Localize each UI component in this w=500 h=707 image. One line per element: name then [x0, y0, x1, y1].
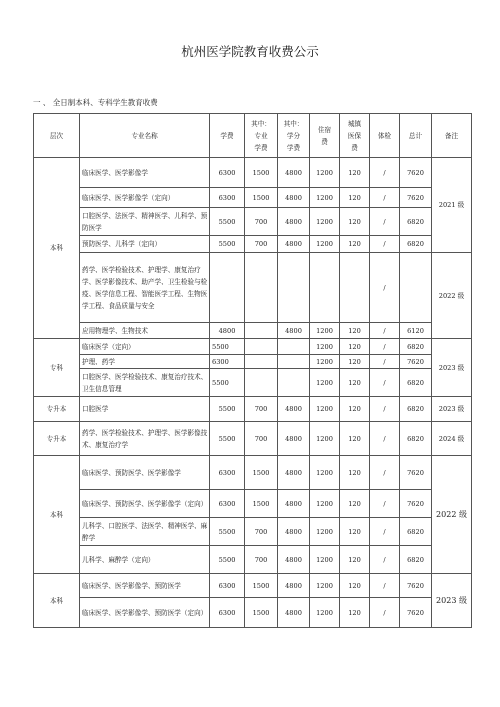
credit-fee-cell: 4800: [278, 422, 310, 456]
insurance-cell: 120: [340, 158, 370, 188]
header-credit-fee-line2: 学分: [286, 131, 301, 140]
credit-fee-cell: 4800: [278, 208, 310, 236]
section-heading: 一 、 全日制本科、专科学生教育收费: [33, 98, 158, 107]
table-row: [34, 422, 472, 456]
major-fee-cell: 700: [245, 518, 278, 546]
physical-cell: /: [370, 490, 400, 518]
tuition-cell: 5500: [210, 339, 245, 355]
major-cell: 应用物理学、生物技术: [80, 323, 210, 339]
credit-fee-cell: 4800: [278, 518, 310, 546]
table-row: [34, 456, 472, 490]
physical-cell: /: [370, 208, 400, 236]
tuition-cell: 4800: [210, 323, 245, 339]
physical-cell: /: [370, 188, 400, 208]
credit-fee-cell: [278, 355, 310, 369]
major-fee-cell: [245, 339, 278, 355]
insurance-cell: 120: [340, 355, 370, 369]
page-title: 杭州医学院教育收费公示: [181, 44, 319, 59]
header-insurance-line1: 城镇: [347, 119, 362, 128]
major-fee-cell: 700: [245, 236, 278, 253]
header-insurance-line3: 费: [351, 143, 358, 152]
physical-cell: /: [370, 253, 400, 323]
major-fee-cell: 1500: [245, 574, 278, 598]
dorm-cell: 1200: [310, 490, 340, 518]
header-dorm-line2: 费: [321, 137, 328, 146]
header-row: [34, 114, 472, 158]
dorm-cell: 1200: [310, 518, 340, 546]
physical-cell: /: [370, 574, 400, 598]
insurance-cell: 120: [340, 518, 370, 546]
major-cell: 临床医学、医学影像学、预防医学（定向）: [80, 598, 210, 628]
insurance-cell: 120: [340, 397, 370, 422]
major-fee-cell: [245, 355, 278, 369]
major-fee-cell: 700: [245, 397, 278, 422]
major-fee-cell: 700: [245, 546, 278, 574]
major-fee-cell: 1500: [245, 490, 278, 518]
tuition-cell: [210, 253, 245, 323]
table-row: [34, 598, 472, 628]
total-cell: 6820: [400, 208, 432, 236]
header-credit-fee: [278, 114, 310, 158]
tuition-cell: 6300: [210, 490, 245, 518]
header-credit-fee-line1: 其中：: [283, 119, 304, 128]
total-cell: 7620: [400, 355, 432, 369]
major-cell: 临床医学、预防医学、医学影像学: [80, 456, 210, 490]
dorm-cell: 1200: [310, 188, 340, 208]
physical-cell: /: [370, 158, 400, 188]
dorm-cell: 1200: [310, 208, 340, 236]
tuition-cell: 6300: [210, 574, 245, 598]
total-cell: 6820: [400, 339, 432, 355]
physical-cell: /: [370, 397, 400, 422]
major-cell: 儿科学、麻醉学（定向）: [80, 546, 210, 574]
total-cell: 7620: [400, 188, 432, 208]
physical-cell: /: [370, 456, 400, 490]
header-insurance: [340, 114, 370, 158]
insurance-cell: 120: [340, 490, 370, 518]
dorm-cell: [310, 253, 340, 323]
table-row: [34, 208, 472, 236]
table-row: [34, 355, 472, 369]
credit-fee-cell: 4800: [278, 574, 310, 598]
table-row: [34, 323, 472, 339]
level-cell: 专升本: [34, 422, 80, 456]
header-credit-fee-line3: 学费: [286, 143, 301, 152]
dorm-cell: 1200: [310, 546, 340, 574]
tuition-cell: 6300: [210, 598, 245, 628]
total-cell: 7620: [400, 490, 432, 518]
physical-cell: /: [370, 518, 400, 546]
tuition-cell: 5500: [210, 518, 245, 546]
dorm-cell: 1200: [310, 422, 340, 456]
level-cell: 本科: [34, 158, 80, 339]
note-cell: 2022 级: [432, 456, 472, 574]
header-major-fee-line1: 其中：: [251, 119, 271, 128]
credit-fee-cell: 4800: [278, 158, 310, 188]
header-note: 备注: [432, 114, 472, 158]
total-cell: 6820: [400, 546, 432, 574]
tuition-cell: 5500: [210, 397, 245, 422]
table-row: [34, 574, 472, 598]
total-cell: 7620: [400, 456, 432, 490]
dorm-cell: 1200: [310, 339, 340, 355]
major-fee-cell: [245, 253, 278, 323]
major-cell: 临床医学、医学影像学（定向）: [80, 188, 210, 208]
fee-table: [33, 113, 472, 628]
total-cell: 7620: [400, 598, 432, 628]
table-row: [34, 546, 472, 574]
total-cell: 6120: [400, 323, 432, 339]
tuition-cell: 5500: [210, 369, 245, 397]
table-row: [34, 188, 472, 208]
major-cell: 临床医学、医学影像学: [80, 158, 210, 188]
note-cell: 2022 级: [432, 253, 472, 339]
tuition-cell: 6300: [210, 188, 245, 208]
note-cell: 2023 级: [432, 339, 472, 397]
physical-cell: /: [370, 422, 400, 456]
dorm-cell: 1200: [310, 236, 340, 253]
table-row: [34, 397, 472, 422]
note-cell: 2021 级: [432, 158, 472, 253]
tuition-cell: 5500: [210, 422, 245, 456]
dorm-cell: 1200: [310, 323, 340, 339]
insurance-cell: 120: [340, 574, 370, 598]
header-major-fee-line3: 学费: [254, 143, 268, 152]
major-cell: 临床医学、医学影像学、预防医学: [80, 574, 210, 598]
total-cell: 6820: [400, 397, 432, 422]
table-row: [34, 236, 472, 253]
header-level: 层次: [34, 114, 80, 158]
note-cell: 2023 级: [432, 574, 472, 628]
insurance-cell: [340, 253, 370, 323]
tuition-cell: 5500: [210, 208, 245, 236]
credit-fee-cell: 4800: [278, 236, 310, 253]
physical-cell: /: [370, 598, 400, 628]
physical-cell: /: [370, 355, 400, 369]
major-cell: 护理、药学: [80, 355, 210, 369]
table-row: [34, 158, 472, 188]
dorm-cell: 1200: [310, 158, 340, 188]
major-fee-cell: 1500: [245, 158, 278, 188]
physical-cell: /: [370, 323, 400, 339]
credit-fee-cell: 4800: [278, 323, 310, 339]
major-cell: 预防医学、儿科学（定向）: [80, 236, 210, 253]
credit-fee-cell: 4800: [278, 456, 310, 490]
header-dorm-line1: 住宿: [317, 125, 332, 134]
header-physical: 体检: [370, 114, 400, 158]
level-cell: 本科: [34, 456, 80, 574]
level-cell: 专科: [34, 339, 80, 397]
physical-cell: /: [370, 546, 400, 574]
tuition-cell: 5500: [210, 546, 245, 574]
dorm-cell: 1200: [310, 456, 340, 490]
dorm-cell: 1200: [310, 574, 340, 598]
header-tuition: 学费: [210, 114, 245, 158]
physical-cell: /: [370, 369, 400, 397]
insurance-cell: 120: [340, 456, 370, 490]
credit-fee-cell: 4800: [278, 598, 310, 628]
major-cell: 临床医学、预防医学、医学影像学（定向）: [80, 490, 210, 518]
major-fee-cell: 1500: [245, 598, 278, 628]
credit-fee-cell: 4800: [278, 397, 310, 422]
total-cell: 6820: [400, 236, 432, 253]
total-cell: 6820: [400, 518, 432, 546]
major-cell: 口腔医学、法医学、精神医学、儿科学、预防医学: [80, 208, 210, 236]
major-cell: 临床医学（定向）: [80, 339, 210, 355]
major-fee-cell: 1500: [245, 188, 278, 208]
header-total: 总计: [400, 114, 432, 158]
physical-cell: /: [370, 236, 400, 253]
dorm-cell: 1200: [310, 397, 340, 422]
insurance-cell: 120: [340, 208, 370, 236]
major-cell: 药学、医学检验技术、护理学、医学影像技术、康复治疗学: [80, 422, 210, 456]
dorm-cell: 1200: [310, 598, 340, 628]
table-row: [34, 339, 472, 355]
header-major-fee-line2: 专业: [254, 131, 268, 140]
major-fee-cell: 700: [245, 208, 278, 236]
insurance-cell: 120: [340, 369, 370, 397]
major-cell: 药学、医学检验技术、护理学、康复治疗学、医学影像技术、助产学、卫生检验与检疫、医学信息工程、智能医学工程、生物医学工程、食品质量与安全: [80, 253, 210, 323]
insurance-cell: 120: [340, 598, 370, 628]
tuition-cell: 6300: [210, 158, 245, 188]
header-major-fee: [245, 114, 278, 158]
level-cell: 本科: [34, 574, 80, 628]
physical-cell: /: [370, 339, 400, 355]
total-cell: [400, 253, 432, 323]
table-row: [34, 490, 472, 518]
credit-fee-cell: [278, 369, 310, 397]
credit-fee-cell: [278, 253, 310, 323]
total-cell: 7620: [400, 158, 432, 188]
major-cell: 口腔医学: [80, 397, 210, 422]
header-major: 专业名称: [80, 114, 210, 158]
tuition-cell: 6300: [210, 456, 245, 490]
dorm-cell: 1200: [310, 369, 340, 397]
major-fee-cell: [245, 369, 278, 397]
tuition-cell: 5500: [210, 236, 245, 253]
major-cell: 口腔医学、医学检验技术、康复治疗技术、卫生信息管理: [80, 369, 210, 397]
note-cell: 2023 级: [432, 397, 472, 422]
insurance-cell: 120: [340, 323, 370, 339]
credit-fee-cell: [278, 339, 310, 355]
credit-fee-cell: 4800: [278, 188, 310, 208]
note-cell: 2024 级: [432, 422, 472, 456]
major-cell: 儿科学、口腔医学、法医学、精神医学、麻醉学: [80, 518, 210, 546]
header-dorm: [310, 114, 340, 158]
insurance-cell: 120: [340, 422, 370, 456]
insurance-cell: 120: [340, 546, 370, 574]
header-insurance-line2: 医保: [347, 131, 362, 140]
credit-fee-cell: 4800: [278, 490, 310, 518]
table-row: [34, 369, 472, 397]
insurance-cell: 120: [340, 339, 370, 355]
level-cell: 专升本: [34, 397, 80, 422]
total-cell: 7620: [400, 574, 432, 598]
major-fee-cell: 700: [245, 422, 278, 456]
major-fee-cell: [245, 323, 278, 339]
insurance-cell: 120: [340, 236, 370, 253]
credit-fee-cell: 4800: [278, 546, 310, 574]
total-cell: 6820: [400, 422, 432, 456]
total-cell: 6820: [400, 369, 432, 397]
table-row: [34, 518, 472, 546]
tuition-cell: 6300: [210, 355, 245, 369]
insurance-cell: 120: [340, 188, 370, 208]
dorm-cell: 1200: [310, 355, 340, 369]
table-row: [34, 253, 472, 323]
major-fee-cell: 1500: [245, 456, 278, 490]
